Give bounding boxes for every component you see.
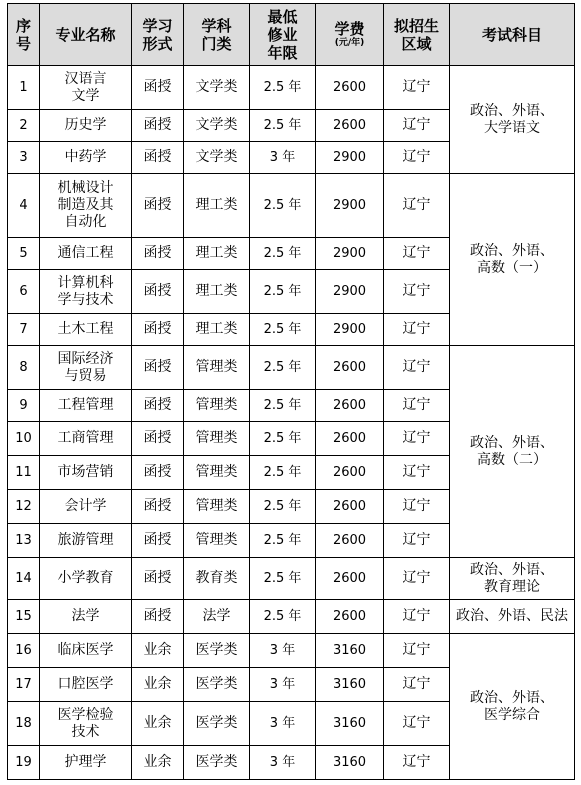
table-row [8,634,575,668]
cell-seq: 19 [8,746,40,780]
cell-years: 2.5 年 [250,270,316,314]
cell-seq: 6 [8,270,40,314]
cell-seq: 12 [8,490,40,524]
cell-major [40,702,132,746]
cell-text-line: 政治、外语、 [470,102,554,119]
cell-years: 3 年 [250,142,316,174]
cell-major [40,634,132,668]
cell-fee: 2600 [316,422,384,456]
cell-study-form: 函授 [132,314,184,346]
cell-category: 医学类 [184,634,250,668]
cell-category: 医学类 [184,746,250,780]
cell-study-form: 函授 [132,238,184,270]
cell-text-line: 教育理论 [484,578,540,595]
cell-fee: 2900 [316,270,384,314]
cell-seq: 15 [8,600,40,634]
cell-major [40,490,132,524]
cell-text-line: 专业名称 [55,25,116,44]
header-fee [316,4,384,66]
cell-major [40,524,132,558]
cell-text-line: 政治、外语、 [470,561,554,578]
cell-text-line: 序 [15,16,31,35]
cell-text-line: 学与技术 [57,291,114,308]
cell-text-line: 市场营销 [57,464,114,480]
table-row [8,600,575,634]
cell-text-line: 历史学 [64,117,107,133]
cell-fee: 2600 [316,600,384,634]
cell-study-form: 函授 [132,456,184,490]
cell-study-form: 函授 [132,346,184,390]
header-years [250,4,316,66]
table-header-row [8,4,575,66]
cell-years: 2.5 年 [250,390,316,422]
cell-seq: 9 [8,390,40,422]
cell-region: 辽宁 [384,634,450,668]
cell-major [40,668,132,702]
cell-major [40,142,132,174]
cell-region: 辽宁 [384,346,450,390]
cell-text-line: 考试科目 [481,25,542,44]
cell-text-line: 自动化 [64,214,107,230]
cell-years: 2.5 年 [250,524,316,558]
cell-text-line: 高数（二） [477,451,547,468]
cell-seq: 4 [8,174,40,238]
cell-region: 辽宁 [384,524,450,558]
header-region [384,4,450,66]
cell-major [40,110,132,142]
cell-major [40,66,132,110]
cell-years: 3 年 [250,746,316,780]
cell-seq: 14 [8,558,40,600]
cell-seq: 17 [8,668,40,702]
cell-study-form: 业余 [132,746,184,780]
cell-years: 3 年 [250,634,316,668]
cell-fee: 3160 [316,634,384,668]
cell-major [40,270,132,314]
cell-text-line: 门类 [201,34,232,53]
cell-text-line: 工程管理 [57,397,114,413]
cell-category: 管理类 [184,346,250,390]
cell-exam-subjects [450,634,575,780]
cell-text-line: 汉语言 [64,70,107,87]
cell-text-line: 医学综合 [484,706,540,723]
cell-years: 2.5 年 [250,422,316,456]
cell-fee: 2600 [316,110,384,142]
cell-text-line: 医学检验 [57,706,114,723]
cell-region: 辽宁 [384,110,450,142]
cell-category: 管理类 [184,490,250,524]
cell-years: 2.5 年 [250,110,316,142]
cell-category: 理工类 [184,238,250,270]
table-row [8,558,575,600]
cell-text-line: 与贸易 [64,367,107,384]
cell-region: 辽宁 [384,668,450,702]
cell-major [40,422,132,456]
cell-seq: 18 [8,702,40,746]
cell-text-line: 政治、外语、 [470,242,554,259]
cell-study-form: 函授 [132,174,184,238]
cell-fee: 2600 [316,456,384,490]
cell-text-line: 国际经济 [57,350,114,367]
cell-text-line: 工商管理 [57,430,114,446]
cell-seq: 13 [8,524,40,558]
cell-fee: 2900 [316,238,384,270]
cell-category: 医学类 [184,702,250,746]
cell-study-form: 业余 [132,634,184,668]
cell-years: 2.5 年 [250,456,316,490]
cell-text-line: 号 [15,34,31,53]
header-form [132,4,184,66]
cell-category: 文学类 [184,142,250,174]
cell-text-line: 通信工程 [57,245,114,261]
cell-text-line: 学科 [201,16,232,35]
cell-text-line: 学费 [334,20,365,38]
cell-seq: 5 [8,238,40,270]
cell-fee: 2600 [316,558,384,600]
cell-seq: 7 [8,314,40,346]
cell-text-line: 政治、外语、民法 [456,608,568,624]
cell-study-form: 函授 [132,390,184,422]
cell-years: 2.5 年 [250,558,316,600]
cell-text-line: 文学 [71,87,100,104]
cell-text-line: 口腔医学 [57,676,114,692]
cell-text-line: 拟招生 [393,16,439,35]
cell-category: 文学类 [184,110,250,142]
cell-fee: 2900 [316,314,384,346]
header-category [184,4,250,66]
cell-region: 辽宁 [384,746,450,780]
cell-region: 辽宁 [384,422,450,456]
cell-study-form: 函授 [132,66,184,110]
cell-exam-subjects [450,66,575,174]
cell-text-line: 制造及其 [57,197,114,213]
cell-fee: 2900 [316,174,384,238]
cell-major [40,346,132,390]
cell-text-line: 政治、外语、 [470,434,554,451]
cell-study-form: 函授 [132,142,184,174]
cell-text-line: 大学语文 [484,119,540,136]
table-row [8,346,575,390]
cell-study-form: 函授 [132,422,184,456]
cell-fee: 2600 [316,490,384,524]
cell-category: 文学类 [184,66,250,110]
cell-exam-subjects [450,174,575,346]
cell-study-form: 函授 [132,524,184,558]
cell-major [40,600,132,634]
cell-region: 辽宁 [384,558,450,600]
cell-years: 2.5 年 [250,314,316,346]
cell-category: 教育类 [184,558,250,600]
cell-text-line: 中药学 [64,149,107,165]
cell-region: 辽宁 [384,600,450,634]
cell-text-line: 高数（一） [477,259,547,276]
cell-major [40,314,132,346]
cell-text-line: 技术 [71,723,100,740]
cell-years: 2.5 年 [250,238,316,270]
cell-major [40,746,132,780]
cell-text-line: 土木工程 [57,321,114,337]
cell-years: 3 年 [250,702,316,746]
cell-text-line: 学习 [142,16,173,35]
cell-region: 辽宁 [384,142,450,174]
cell-exam-subjects [450,558,575,600]
cell-region: 辽宁 [384,174,450,238]
cell-category: 管理类 [184,390,250,422]
cell-category: 医学类 [184,668,250,702]
cell-study-form: 函授 [132,270,184,314]
cell-fee: 3160 [316,746,384,780]
cell-major [40,390,132,422]
cell-exam-subjects [450,600,575,634]
table-row [8,66,575,110]
cell-text-line: 修业 [267,25,298,44]
cell-text-line: 临床医学 [57,642,114,658]
cell-major [40,456,132,490]
cell-text-line: 旅游管理 [57,532,114,548]
table-body [8,66,575,780]
cell-category: 管理类 [184,456,250,490]
cell-study-form: 函授 [132,558,184,600]
cell-seq: 1 [8,66,40,110]
cell-category: 理工类 [184,174,250,238]
cell-exam-subjects [450,346,575,558]
cell-text-line: 法学 [71,608,100,624]
cell-seq: 2 [8,110,40,142]
cell-major [40,174,132,238]
cell-study-form: 业余 [132,702,184,746]
header-seq [8,4,40,66]
cell-fee: 2600 [316,390,384,422]
cell-category: 理工类 [184,270,250,314]
cell-study-form: 函授 [132,110,184,142]
cell-years: 2.5 年 [250,174,316,238]
cell-fee: 3160 [316,702,384,746]
cell-text-line: 年限 [267,43,298,62]
cell-text-line: 护理学 [64,754,107,770]
cell-region: 辽宁 [384,66,450,110]
cell-seq: 16 [8,634,40,668]
cell-years: 3 年 [250,668,316,702]
cell-seq: 8 [8,346,40,390]
cell-text-line: 政治、外语、 [470,689,554,706]
cell-fee: 2600 [316,524,384,558]
cell-region: 辽宁 [384,314,450,346]
cell-region: 辽宁 [384,456,450,490]
cell-study-form: 业余 [132,668,184,702]
cell-text-line: 最低 [267,7,298,26]
header-fee-unit: (元/年) [334,38,365,48]
cell-fee: 2900 [316,142,384,174]
cell-study-form: 函授 [132,490,184,524]
admissions-table [7,3,575,780]
cell-seq: 10 [8,422,40,456]
cell-major [40,558,132,600]
cell-text-line: 小学教育 [57,570,114,586]
cell-fee: 2600 [316,346,384,390]
cell-category: 理工类 [184,314,250,346]
cell-text-line: 会计学 [64,498,107,514]
cell-category: 管理类 [184,524,250,558]
cell-seq: 3 [8,142,40,174]
cell-region: 辽宁 [384,702,450,746]
admissions-table-container [7,3,575,780]
cell-text-line: 机械设计 [57,180,114,196]
cell-study-form: 函授 [132,600,184,634]
cell-years: 2.5 年 [250,346,316,390]
cell-region: 辽宁 [384,270,450,314]
header-subjects [450,4,575,66]
cell-seq: 11 [8,456,40,490]
cell-category: 管理类 [184,422,250,456]
cell-years: 2.5 年 [250,490,316,524]
cell-fee: 2600 [316,66,384,110]
cell-region: 辽宁 [384,390,450,422]
cell-region: 辽宁 [384,490,450,524]
cell-years: 2.5 年 [250,66,316,110]
cell-major [40,238,132,270]
cell-text-line: 形式 [142,34,173,53]
cell-years: 2.5 年 [250,600,316,634]
cell-category: 法学 [184,600,250,634]
table-row [8,174,575,238]
cell-text-line: 区域 [401,34,432,53]
cell-fee: 3160 [316,668,384,702]
cell-region: 辽宁 [384,238,450,270]
cell-text-line: 计算机科 [57,274,114,291]
header-major [40,4,132,66]
